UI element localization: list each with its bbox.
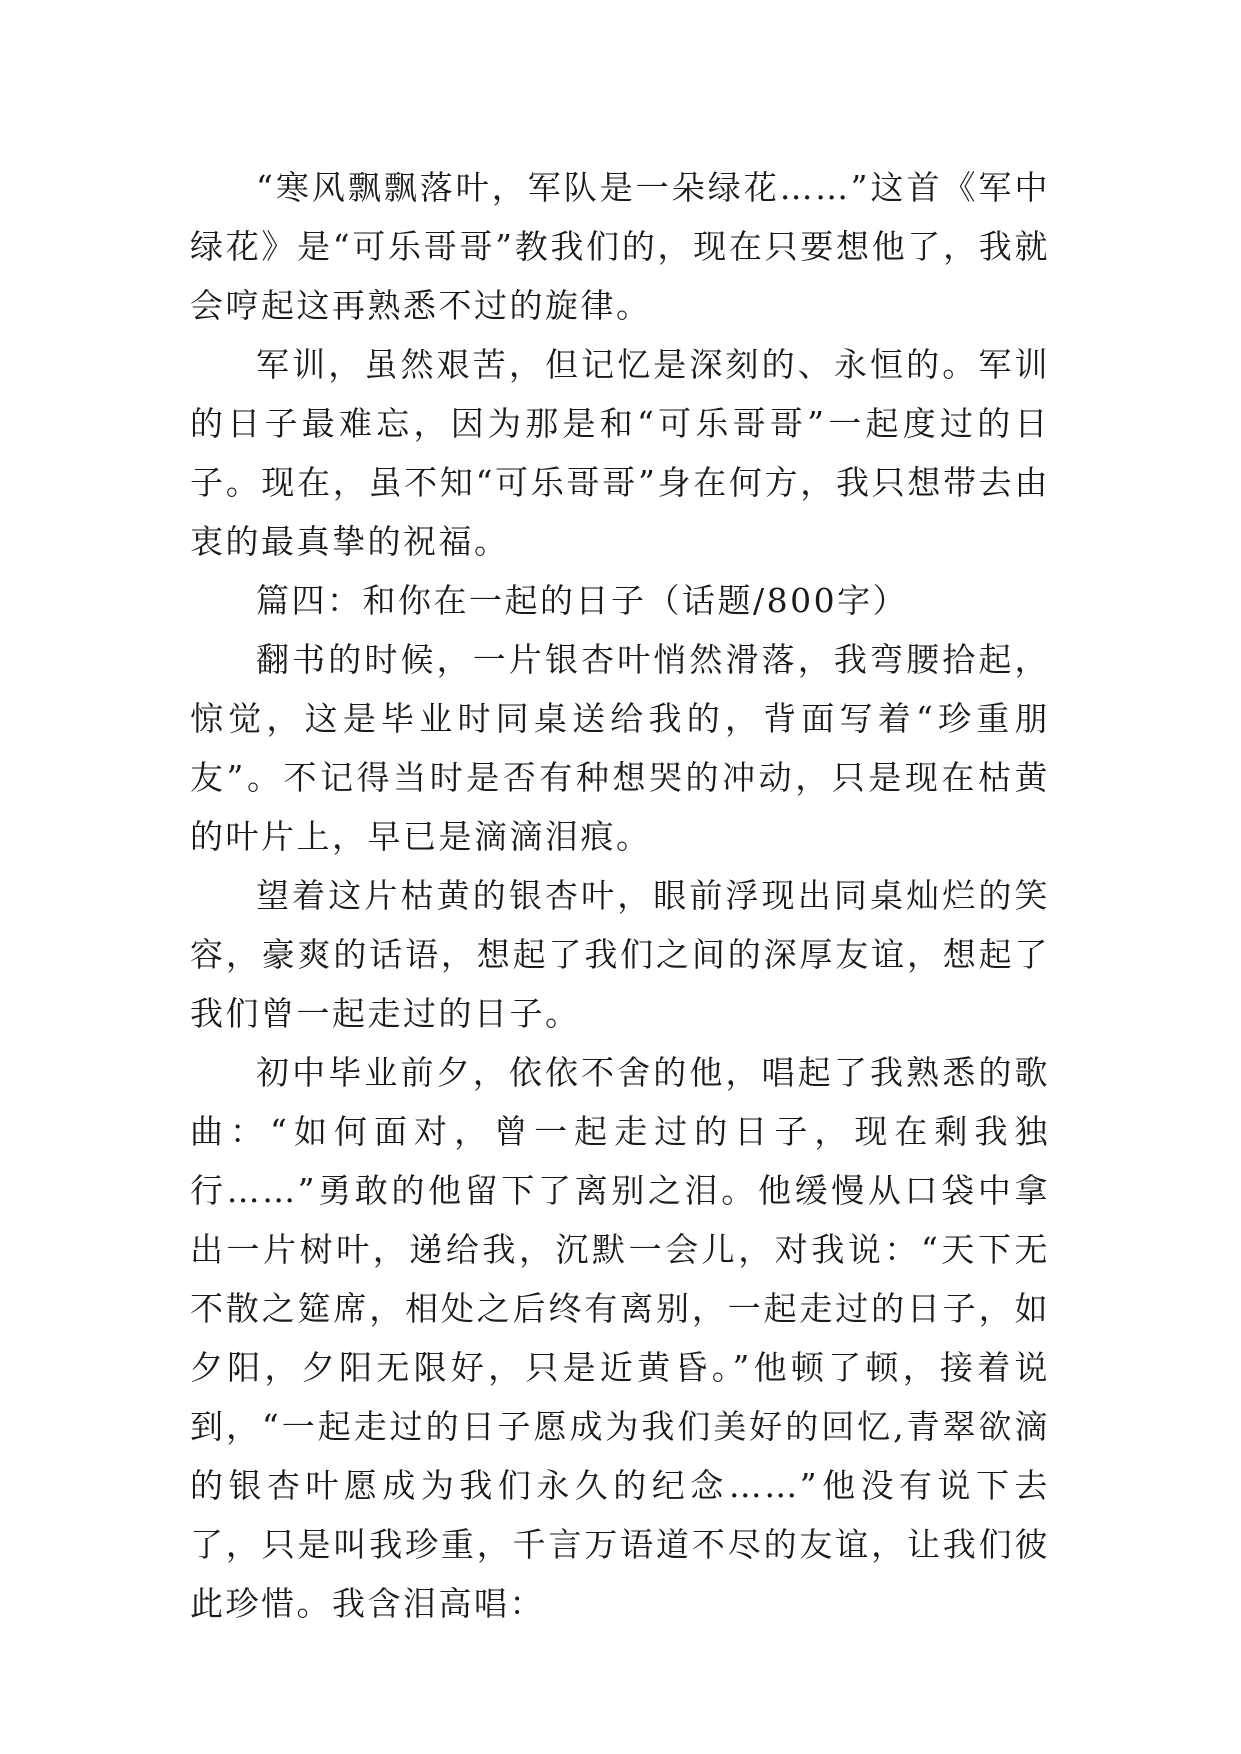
paragraph-5: 初中毕业前夕，依依不舍的他，唱起了我熟悉的歌曲：“如何面对，曾一起走过的日子，现在剩我独行……”勇敢的他留下了离别之泪。他缓慢从口袋中拿出一片树叶，递给我，沉默一会儿，对我说：“天下无不散之筵席，相处之后终有离别，一起走过的日子，如夕阳，夕阳无限好，只是近黄昏。”他顿了顿，接着说到，“一起走过的日子愿成为我们美好的回忆,青翠欲滴的银杏叶愿成为我们永久的纪念……”他没有说下去了，只是叫我珍重，千言万语道不尽的友谊，让我们彼此珍惜。我含泪高唱： bbox=[190, 1053, 1050, 1623]
paragraph-1: “寒风飘飘落叶，军队是一朵绿花……”这首《军中绿花》是“可乐哥哥”教我们的，现在只要想他了，我就会哼起这再熟悉不过的旋律。 bbox=[190, 168, 1050, 325]
section-heading: 篇四：和你在一起的日子（话题/800字） bbox=[256, 581, 909, 620]
paragraph-3: 翻书的时候，一片银杏叶悄然滑落，我弯腰拾起，惊觉，这是毕业时同桌送给我的，背面写着“珍重朋友”。不记得当时是否有种想哭的冲动，只是现在枯黄的叶片上，早已是滴滴泪痕。 bbox=[190, 640, 1050, 856]
paragraph-2: 军训，虽然艰苦，但记忆是深刻的、永恒的。军训的日子最难忘，因为那是和“可乐哥哥”一起度过的日子。现在，虽不知“可乐哥哥”身在何方，我只想带去由衷的最真挚的祝福。 bbox=[190, 345, 1050, 561]
document-body bbox=[190, 158, 1050, 1633]
paragraph-4: 望着这片枯黄的银杏叶，眼前浮现出同桌灿烂的笑容，豪爽的话语，想起了我们之间的深厚友谊，想起了我们曾一起走过的日子。 bbox=[190, 876, 1050, 1033]
